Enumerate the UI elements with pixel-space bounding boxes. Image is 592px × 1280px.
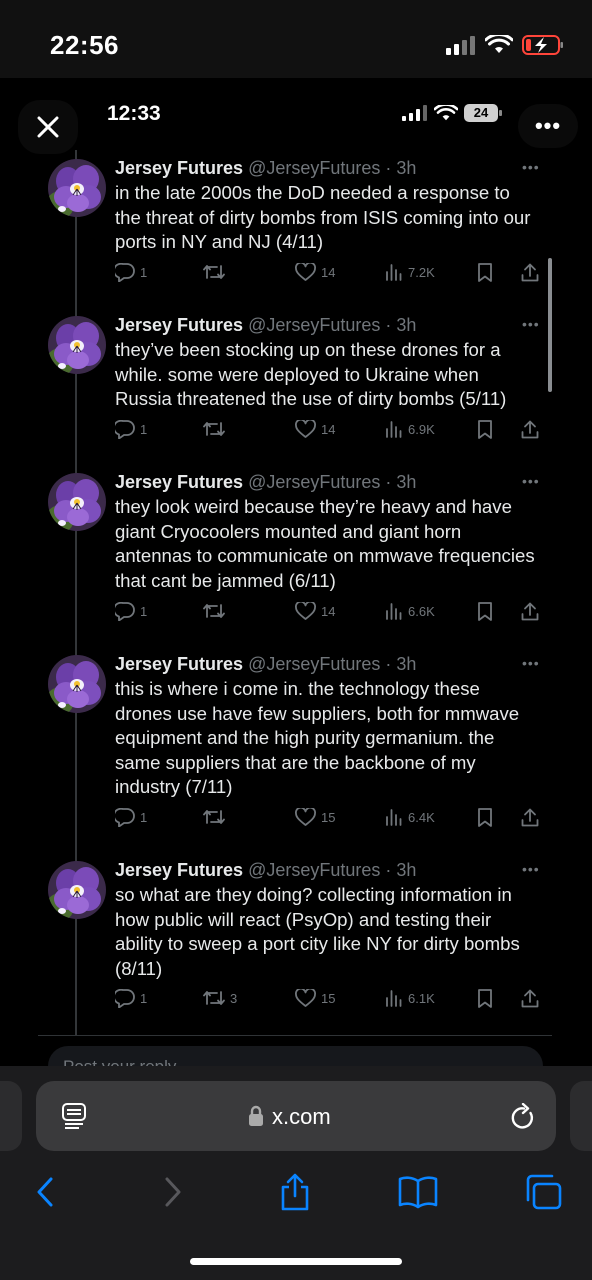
thread-divider xyxy=(38,1035,552,1036)
reload-icon[interactable] xyxy=(510,1103,536,1131)
tweet-time: 3h xyxy=(396,158,417,178)
tweet-text: this is where i come in. the technology these drones use have few suppliers, both for mmwave equipment and the high purity germanium. the same suppliers that are the backbone of my industry (7/11) xyxy=(115,678,520,797)
replie-count: 1 xyxy=(140,991,148,1006)
like-icon xyxy=(295,420,316,438)
tweet-text: they look weird because they’re heavy and have giant Cryocoolers mounted and giant horn antennas to communicate on mmwave frequencies that cant be jammed (6/11) xyxy=(115,496,535,591)
avatar[interactable] xyxy=(48,159,106,217)
retweet-icon xyxy=(203,602,225,620)
retweet-button[interactable] xyxy=(203,420,230,438)
inner-status-time: 12:33 xyxy=(107,102,161,125)
tweet-actions xyxy=(115,989,545,1013)
views-icon xyxy=(385,808,403,826)
tweet-content xyxy=(115,859,535,981)
inner-status-bar xyxy=(0,78,592,148)
tabs-button[interactable] xyxy=(523,1170,563,1214)
share-icon xyxy=(521,420,539,439)
share-tweet-button[interactable] xyxy=(521,420,539,439)
reply-icon xyxy=(115,602,135,621)
view-count: 7.2K xyxy=(408,264,435,280)
tweet-header: Jersey Futures @JerseyFutures · 3h xyxy=(115,860,417,880)
address-bar[interactable] xyxy=(36,1081,556,1151)
tabs-icon xyxy=(524,1174,562,1210)
more-options-button[interactable] xyxy=(518,104,578,148)
tweet-header: Jersey Futures @JerseyFutures · 3h xyxy=(115,315,417,335)
share-icon xyxy=(521,989,539,1008)
view-count: 6.4K xyxy=(408,809,435,825)
outer-status-icons xyxy=(446,34,564,56)
like-count: 14 xyxy=(321,603,336,619)
close-button[interactable] xyxy=(18,100,78,154)
author-handle[interactable]: @JerseyFutures xyxy=(248,654,381,674)
outer-status-time: 22:56 xyxy=(50,30,119,60)
tweet-more-button[interactable]: ••• xyxy=(522,861,540,877)
bookmark-icon xyxy=(477,420,493,439)
tweet-more-button[interactable]: ••• xyxy=(522,159,540,175)
views-button[interactable] xyxy=(385,263,435,281)
tweet-actions xyxy=(115,808,545,832)
tweet-more-button[interactable]: ••• xyxy=(522,473,540,489)
forward-button[interactable] xyxy=(153,1170,193,1214)
share-button[interactable] xyxy=(275,1170,315,1214)
previous-tab-preview[interactable] xyxy=(0,1081,22,1151)
like-button[interactable] xyxy=(295,602,335,620)
share-icon xyxy=(521,808,539,827)
author-name[interactable]: Jersey Futures xyxy=(115,315,244,335)
tweet-actions xyxy=(115,602,545,626)
like-button[interactable] xyxy=(295,420,335,438)
inner-battery xyxy=(464,104,502,122)
tweet-time: 3h xyxy=(396,315,417,335)
retweet-count: 3 xyxy=(230,990,238,1006)
retweet-icon xyxy=(203,808,225,826)
outer-status-bar xyxy=(0,0,592,78)
tweet-content xyxy=(115,314,535,412)
bookmarks-icon xyxy=(398,1175,438,1209)
bookmark-button[interactable] xyxy=(477,989,493,1008)
inner-status-icons xyxy=(402,104,502,122)
browser-nav-row xyxy=(0,1170,592,1214)
share-tweet-button[interactable] xyxy=(521,808,539,827)
like-icon xyxy=(295,263,316,281)
url-text: x.com xyxy=(272,1104,331,1129)
flower-avatar-image xyxy=(48,655,106,713)
views-button[interactable] xyxy=(385,420,435,438)
reply-button[interactable] xyxy=(115,989,147,1008)
inner-battery-level: 24 xyxy=(473,105,489,120)
tweet-header: Jersey Futures @JerseyFutures · 3h xyxy=(115,472,417,492)
author-handle[interactable]: @JerseyFutures xyxy=(248,158,381,178)
tweet-text: they’ve been stocking up on these drones for a while. some were deployed to Ukraine when Russia threatened the use of dirty bombs (5/11) xyxy=(115,339,507,409)
share-tweet-button[interactable] xyxy=(521,989,539,1008)
reply-icon xyxy=(115,808,135,827)
bookmark-icon xyxy=(477,602,493,621)
bookmark-button[interactable] xyxy=(477,420,493,439)
reply-button[interactable] xyxy=(115,602,147,621)
more-icon: ••• xyxy=(534,113,562,138)
share-tweet-button[interactable] xyxy=(521,263,539,282)
bookmark-icon xyxy=(477,808,493,827)
bookmark-button[interactable] xyxy=(477,602,493,621)
avatar[interactable] xyxy=(48,316,106,374)
inner-signal-icon xyxy=(402,105,428,121)
views-button[interactable] xyxy=(385,808,435,826)
author-name[interactable]: Jersey Futures xyxy=(115,158,244,178)
tweet-time: 3h xyxy=(396,654,417,674)
tweet-more-button[interactable]: ••• xyxy=(522,655,540,671)
tweet-content xyxy=(115,471,535,593)
tweet-text: so what are they doing? collecting information in how public will react (PsyOp) and testing their ability to sweep a port city like NY for dirty bombs (8/11) xyxy=(115,884,520,979)
retweet-icon xyxy=(203,263,225,281)
flower-avatar-image xyxy=(48,159,106,217)
close-icon xyxy=(37,116,59,138)
tweet-text: in the late 2000s the DoD needed a response to the threat of dirty bombs from ISIS coming into our ports in NY and NJ (4/11) xyxy=(115,182,531,252)
reply-icon xyxy=(115,989,135,1008)
tweet-actions xyxy=(115,263,545,287)
retweet-button[interactable] xyxy=(203,602,230,620)
reply-button[interactable] xyxy=(115,808,147,827)
share-tweet-button[interactable] xyxy=(521,602,539,621)
home-indicator[interactable] xyxy=(190,1258,402,1265)
like-count: 15 xyxy=(321,990,336,1006)
author-name[interactable]: Jersey Futures xyxy=(115,860,244,880)
author-handle[interactable]: @JerseyFutures xyxy=(248,315,381,335)
tweet-time: 3h xyxy=(396,472,417,492)
avatar[interactable] xyxy=(48,861,106,919)
view-count: 6.1K xyxy=(408,990,435,1006)
lock-icon xyxy=(248,1105,264,1127)
replie-count: 1 xyxy=(140,265,148,280)
avatar[interactable] xyxy=(48,655,106,713)
reply-button[interactable] xyxy=(115,420,147,439)
author-name[interactable]: Jersey Futures xyxy=(115,654,244,674)
views-button[interactable] xyxy=(385,989,435,1007)
tweet-header: Jersey Futures @JerseyFutures · 3h xyxy=(115,158,417,178)
replie-count: 1 xyxy=(140,810,148,825)
like-icon xyxy=(295,989,316,1007)
battery-charging-icon xyxy=(522,34,564,56)
tweet-content xyxy=(115,157,535,255)
replie-count: 1 xyxy=(140,604,148,619)
cellular-signal-icon xyxy=(446,35,476,55)
back-button[interactable] xyxy=(25,1170,65,1214)
tweet-actions xyxy=(115,420,545,444)
like-count: 14 xyxy=(321,264,336,280)
views-icon xyxy=(385,263,403,281)
reader-icon[interactable] xyxy=(62,1103,86,1131)
retweet-icon xyxy=(203,989,225,1007)
retweet-icon xyxy=(203,420,225,438)
flower-avatar-image xyxy=(48,861,106,919)
like-count: 14 xyxy=(321,421,336,437)
retweet-button[interactable] xyxy=(203,263,230,281)
inner-wifi-icon xyxy=(434,105,458,122)
wifi-icon xyxy=(485,35,513,55)
like-count: 15 xyxy=(321,809,336,825)
like-icon xyxy=(295,602,316,620)
tweet-more-button[interactable]: ••• xyxy=(522,316,540,332)
view-count: 6.6K xyxy=(408,603,435,619)
like-button[interactable] xyxy=(295,808,335,826)
views-icon xyxy=(385,420,403,438)
views-button[interactable] xyxy=(385,602,435,620)
tweet-content xyxy=(115,653,535,800)
like-icon xyxy=(295,808,316,826)
share-icon xyxy=(521,263,539,282)
bookmark-button[interactable] xyxy=(477,808,493,827)
view-count: 6.9K xyxy=(408,421,435,437)
next-tab-preview[interactable] xyxy=(570,1081,592,1151)
back-icon xyxy=(35,1176,55,1208)
replie-count: 1 xyxy=(140,422,148,437)
author-name[interactable]: Jersey Futures xyxy=(115,472,244,492)
bookmark-icon xyxy=(477,263,493,282)
tweet-time: 3h xyxy=(396,860,417,880)
tweet-header: Jersey Futures @JerseyFutures · 3h xyxy=(115,654,417,674)
author-handle[interactable]: @JerseyFutures xyxy=(248,860,381,880)
views-icon xyxy=(385,989,403,1007)
flower-avatar-image xyxy=(48,473,106,531)
like-button[interactable] xyxy=(295,263,335,281)
views-icon xyxy=(385,602,403,620)
bookmark-icon xyxy=(477,989,493,1008)
share-icon xyxy=(279,1172,311,1212)
reply-icon xyxy=(115,420,135,439)
flower-avatar-image xyxy=(48,316,106,374)
bookmarks-button[interactable] xyxy=(398,1170,438,1214)
avatar[interactable] xyxy=(48,473,106,531)
bookmark-button[interactable] xyxy=(477,263,493,282)
retweet-button[interactable] xyxy=(203,989,237,1007)
reply-button[interactable] xyxy=(115,263,147,282)
retweet-button[interactable] xyxy=(203,808,230,826)
author-handle[interactable]: @JerseyFutures xyxy=(248,472,381,492)
reply-icon xyxy=(115,263,135,282)
scrollbar[interactable] xyxy=(548,258,552,392)
share-icon xyxy=(521,602,539,621)
like-button[interactable] xyxy=(295,989,335,1007)
forward-icon xyxy=(163,1176,183,1208)
